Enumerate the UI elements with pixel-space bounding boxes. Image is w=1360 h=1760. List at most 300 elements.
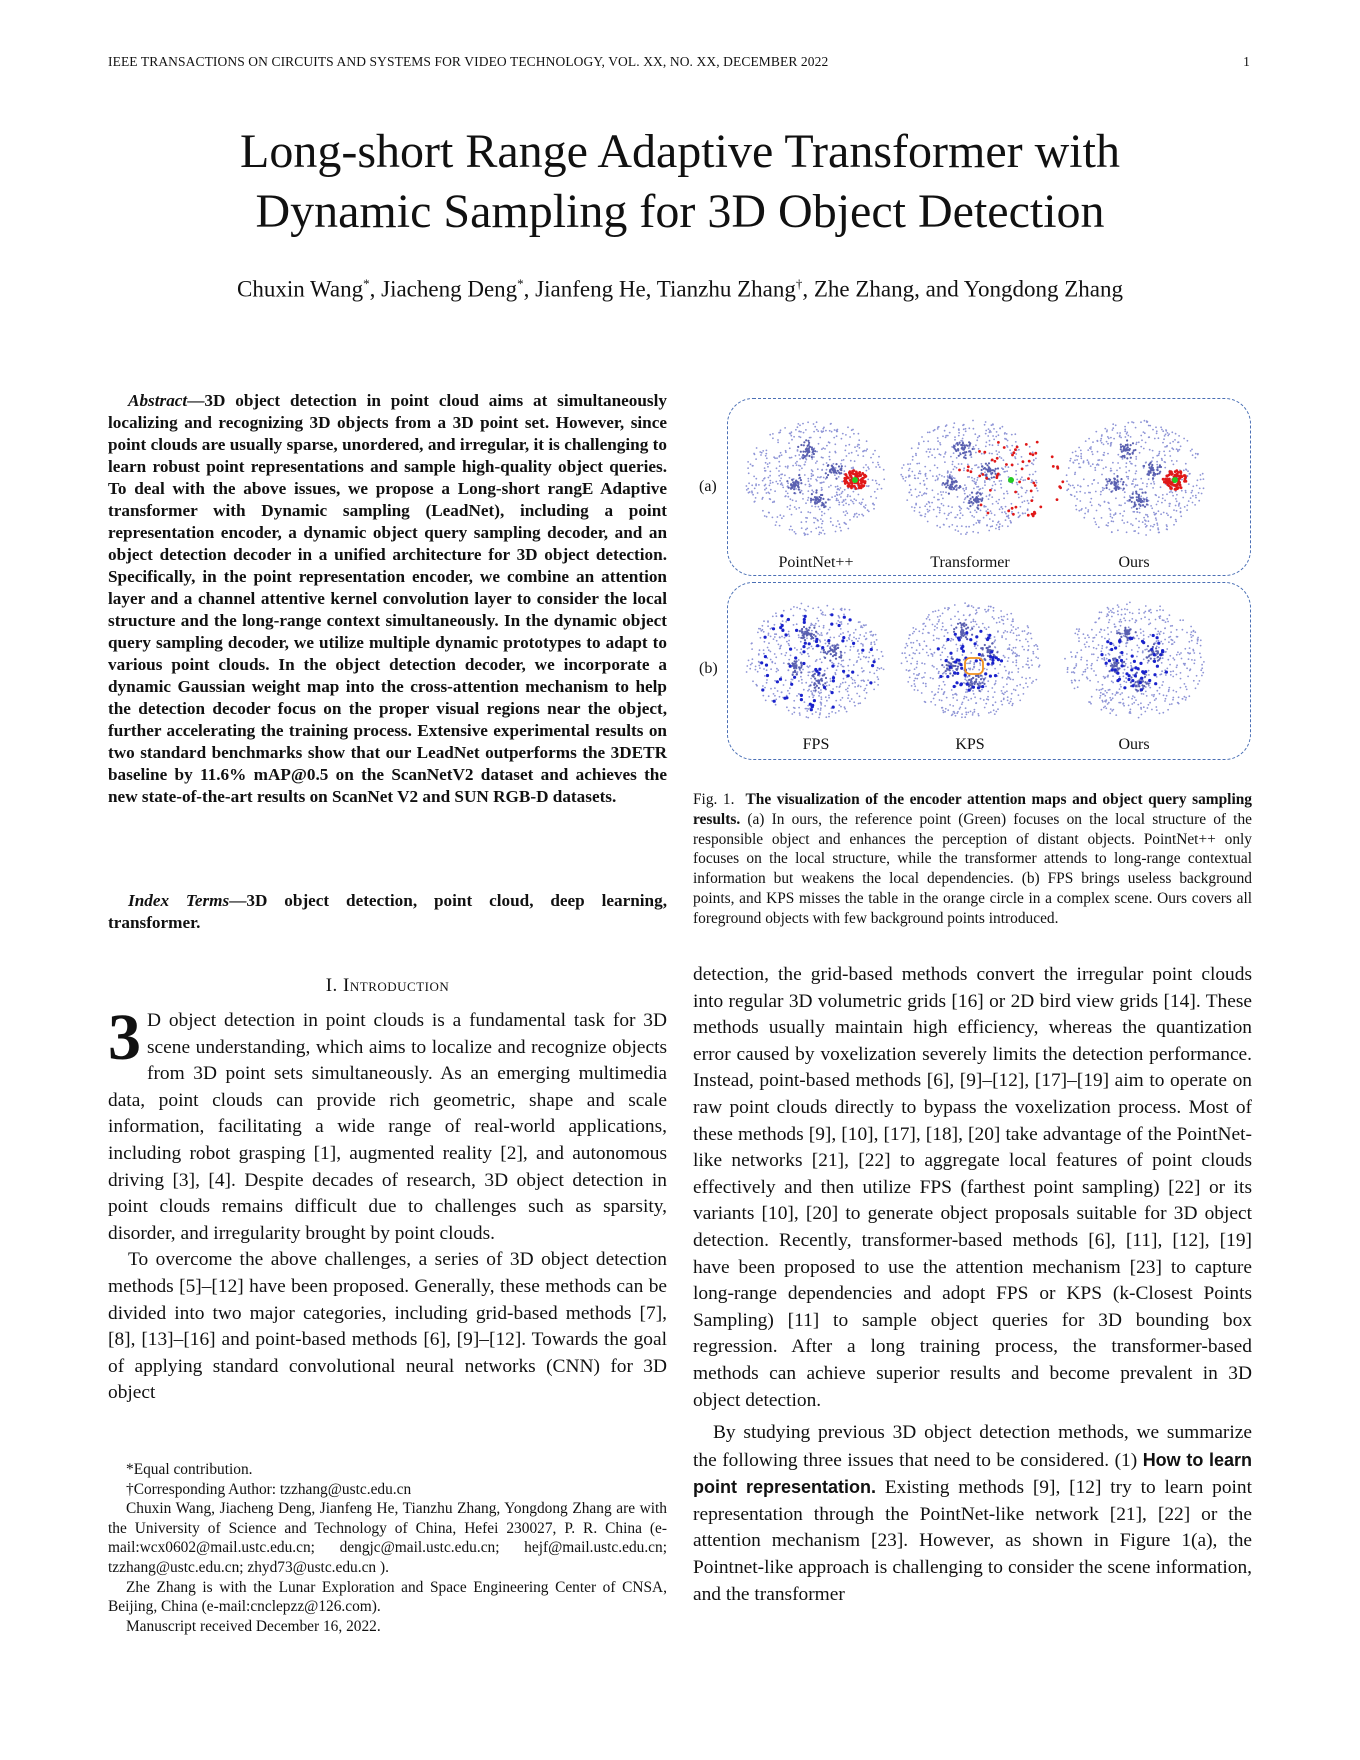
object-point [795,484,797,486]
cloud-point [1106,616,1108,618]
cloud-point [1194,659,1196,661]
cloud-point [1178,505,1180,507]
cloud-point [860,503,862,505]
object-point [969,442,971,444]
cloud-point [901,652,903,654]
cloud-point [963,488,965,490]
cloud-point [1004,666,1006,668]
cloud-point [995,450,997,452]
cloud-point [1136,442,1138,444]
cloud-point [912,633,914,635]
cloud-point [854,513,856,515]
cloud-point [913,642,915,644]
cloud-point [798,436,800,438]
cloud-point [777,483,779,485]
cloud-point [827,668,829,670]
cloud-point [916,678,918,680]
cloud-point [1110,509,1112,511]
object-point [825,472,827,474]
cloud-point [769,475,771,477]
object-point [1148,466,1150,468]
cloud-point [1088,637,1090,639]
sampled-point [1110,648,1113,651]
cloud-point [1001,704,1003,706]
cloud-point [807,717,809,719]
object-point [950,486,952,488]
object-point [1157,466,1159,468]
cloud-point [950,471,952,473]
cloud-point [1027,660,1029,662]
object-point [1152,651,1154,653]
cloud-point [847,426,849,428]
cloud-point [1006,614,1008,616]
cloud-point [1015,689,1017,691]
cloud-point [785,679,787,681]
cloud-point [1184,664,1186,666]
cloud-point [810,678,812,680]
cloud-point [1120,694,1122,696]
cloud-point [773,456,775,458]
cloud-point [955,529,957,531]
cloud-point [1199,680,1201,682]
abstract-text: —3D object detection in point cloud aims at simultaneously localizing and recognizing 3D objects from a 3D point set. However, since point clouds are usually sparse, unordered, and irregular, it is challenging to learn robust point representations and sample high-quality object queries. To deal with the above issues, we propose a Long-short rangE Adaptive transformer with Dynamic sampling (LeadNet), including a point representation encoder, a dynamic object query sampling decoder, and an object detection decoder in a unified architecture for 3D object detection. Specifically, in the point representation encoder, we combine an attention layer and a channel attentive kernel convolution layer to consider the local structure and the long-range context simultaneously. In the dynamic object query sampling decoder, we utilize multiple dynamic prototypes to adapt to various point clouds. In the object detection decoder, we incorporate a dynamic Gaussian weight map into the cross-attention mechanism to help the detection decoder focus on the proper visual regions near the object, further accelerating the training process. Extensive experimental results on two standard benchmarks show that our LeadNet outperforms the 3DETR baseline by 11.6% mAP@0.5 on the ScanNetV2 dataset and achieves the new state-of-the-art results on ScanNet V2 and SUN RGB-D datasets. [108,391,667,806]
cloud-point [813,456,815,458]
cloud-point [993,481,995,483]
cloud-point [1006,516,1008,518]
cloud-point [1067,671,1069,673]
cloud-point [977,437,979,439]
author-2: Jiacheng Deng [381,276,518,302]
attention-point [958,469,961,472]
cloud-point [781,692,783,694]
object-point [803,444,805,446]
cloud-point [1103,658,1105,660]
cloud-point [1131,463,1133,465]
sampled-point [969,638,972,641]
cloud-point [1116,630,1118,632]
object-point [1143,498,1145,500]
cloud-point [964,484,966,486]
cloud-point [811,473,813,475]
cloud-point [1164,446,1166,448]
cloud-point [1176,510,1178,512]
cloud-point [804,701,806,703]
object-point [1118,488,1120,490]
cloud-point [1074,680,1076,682]
cloud-point [967,464,969,466]
cloud-point [1169,704,1171,706]
cloud-point [1158,453,1160,455]
cloud-point [1120,686,1122,688]
cloud-point [770,482,772,484]
cloud-point [746,665,748,667]
caption-rest: (a) In ours, the reference point (Green) focuses on the local structure of the responsible object and enhances the perception of distant objects. PointNet++ only focuses on the local structure, while the transformer attends to long-range contextual information but weakens the local dependencies. (b) FPS brings useless background points, and KPS misses the table in the orange circle in a complex scene. Ours covers all foreground objects with few background points introduced. [693,810,1252,927]
cloud-point [1141,714,1143,716]
object-point [827,464,829,466]
sampled-point [1133,660,1136,663]
cloud-point [1125,645,1127,647]
cloud-point [1199,488,1201,490]
attention-point [1016,446,1019,449]
cloud-point [951,524,953,526]
cloud-point [974,433,976,435]
cloud-point [935,610,937,612]
cloud-point [1143,638,1145,640]
cloud-point [988,498,990,500]
sampled-point [1116,679,1119,682]
cloud-point [991,496,993,498]
cloud-point [1170,674,1172,676]
cloud-point [1076,509,1078,511]
cloud-point [947,709,949,711]
cloud-point [901,467,903,469]
cloud-point [1109,697,1111,699]
cloud-point [775,612,777,614]
cloud-point [838,691,840,693]
cloud-point [908,638,910,640]
object-point [965,451,967,453]
object-point [800,482,802,484]
cloud-point [976,486,978,488]
object-point [1148,655,1150,657]
cloud-point [756,447,758,449]
cloud-point [1067,488,1069,490]
cloud-point [1074,473,1076,475]
cloud-point [826,605,828,607]
cloud-point [828,486,830,488]
object-point [1130,676,1132,678]
cloud-point [1192,485,1194,487]
object-point [1120,448,1122,450]
cloud-point [1140,618,1142,620]
sampled-point [852,642,855,645]
cloud-point [1107,703,1109,705]
cloud-point [760,637,762,639]
cloud-point [746,671,748,673]
cloud-point [1180,652,1182,654]
object-point [1132,452,1134,454]
cloud-point [938,619,940,621]
cloud-point [764,675,766,677]
cloud-point [928,456,930,458]
cloud-point [1150,612,1152,614]
cloud-point [1155,517,1157,519]
cloud-point [815,711,817,713]
cloud-point [1018,694,1020,696]
sampled-point [810,708,813,711]
cloud-point [943,712,945,714]
attention-point [853,485,856,488]
object-point [832,469,834,471]
cloud-point [905,657,907,659]
cloud-point [1087,667,1089,669]
cloud-point [853,433,855,435]
cloud-point [927,521,929,523]
cloud-point [1108,689,1110,691]
object-point [988,468,990,470]
cloud-point [1098,464,1100,466]
cloud-point [932,624,934,626]
cloud-point [1137,651,1139,653]
object-point [941,664,943,666]
cloud-point [819,437,821,439]
cloud-point [1102,684,1104,686]
object-point [1110,491,1112,493]
cloud-point [1011,621,1013,623]
cloud-point [994,668,996,670]
object-point [1137,500,1139,502]
cloud-point [1184,683,1186,685]
sampled-point [813,699,816,702]
cloud-point [941,503,943,505]
cloud-point [915,453,917,455]
cloud-point [955,644,957,646]
cloud-point [992,616,994,618]
cloud-point [805,484,807,486]
cloud-point [798,507,800,509]
cloud-point [959,708,961,710]
cloud-point [1117,529,1119,531]
cloud-point [1076,628,1078,630]
cloud-point [1162,657,1164,659]
cloud-point [881,667,883,669]
cloud-point [1011,434,1013,436]
cloud-point [1166,695,1168,697]
sampled-point [821,646,824,649]
attention-point [982,473,985,476]
attention-point [1003,446,1006,449]
cloud-point [865,632,867,634]
cloud-point [818,695,820,697]
sampled-point [773,700,776,703]
cloud-point [1100,689,1102,691]
cloud-point [940,491,942,493]
cloud-point [1162,494,1164,496]
cloud-point [774,663,776,665]
cloud-point [911,471,913,473]
cloud-point [933,430,935,432]
cloud-point [846,640,848,642]
cloud-point [810,624,812,626]
cloud-point [1105,466,1107,468]
cloud-point [982,623,984,625]
cloud-point [1085,440,1087,442]
sampled-point [945,659,948,662]
attention-point [860,487,863,490]
cloud-point [1197,640,1199,642]
cloud-point [796,607,798,609]
cloud-point [789,529,791,531]
sampled-point [802,645,805,648]
cloud-point [991,687,993,689]
object-point [981,500,983,502]
cloud-point [977,645,979,647]
cloud-point [1159,605,1161,607]
sampled-point [954,660,957,663]
cloud-point [818,534,820,536]
cloud-point [765,455,767,457]
label-kps: KPS [955,736,985,753]
cloud-point [1118,504,1120,506]
cloud-point [1165,674,1167,676]
cloud-point [1155,706,1157,708]
object-point [974,681,976,683]
cloud-point [1029,446,1031,448]
cloud-point [1077,634,1079,636]
footnote-received: Manuscript received December 16, 2022. [126,1617,381,1635]
cloud-point [1171,460,1173,462]
cloud-point [769,493,771,495]
cloud-point [976,479,978,481]
object-point [965,636,967,638]
cloud-point [1015,655,1017,657]
cloud-point [1077,686,1079,688]
cloud-point [1036,482,1038,484]
cloud-point [914,683,916,685]
cloud-point [1175,521,1177,523]
object-point [802,457,804,459]
object-point [1124,446,1126,448]
cloud-point [794,707,796,709]
cloud-point [1086,664,1088,666]
cloud-point [988,606,990,608]
cloud-point [1011,671,1013,673]
cloud-point [1200,656,1202,658]
object-point [835,478,837,480]
cloud-point [843,511,845,513]
cloud-point [770,668,772,670]
cloud-point [853,491,855,493]
cloud-point [789,505,791,507]
cloud-point [1025,492,1027,494]
cloud-point [1120,505,1122,507]
object-point [983,678,985,680]
cloud-point [836,498,838,500]
cloud-point [756,685,758,687]
cloud-point [987,435,989,437]
object-point [976,496,978,498]
cloud-point [782,484,784,486]
cloud-point [1001,467,1003,469]
cloud-point [1119,513,1121,515]
sampled-point [765,664,768,667]
cloud-point [926,652,928,654]
cloud-point [1010,631,1012,633]
cloud-point [831,662,833,664]
cloud-point [764,687,766,689]
cloud-point [1111,531,1113,533]
cloud-point [929,506,931,508]
cloud-point [867,679,869,681]
cloud-point [753,476,755,478]
cloud-point [849,659,851,661]
cloud-point [967,712,969,714]
cloud-point [828,716,830,718]
cloud-point [1165,621,1167,623]
cloud-point [954,712,956,714]
sampled-point [832,706,835,709]
cloud-point [1032,496,1034,498]
cloud-point [791,529,793,531]
sampled-point [804,615,807,618]
cloud-point [1164,461,1166,463]
cloud-point [769,480,771,482]
sampled-point [803,621,806,624]
cloud-point [1093,518,1095,520]
object-point [1147,645,1149,647]
cloud-point [802,423,804,425]
cloud-point [1197,683,1199,685]
author-1-mark: * [363,276,370,291]
cloud-point [1143,467,1145,469]
cloud-point [1000,487,1002,489]
cloud-point [987,691,989,693]
cloud-point [1159,687,1161,689]
cloud-point [951,506,953,508]
cloud-point [1196,643,1198,645]
cloud-point [762,450,764,452]
cloud-point [748,482,750,484]
cloud-point [1071,656,1073,658]
sampled-point [869,681,872,684]
cloud-point [862,671,864,673]
cloud-point [1080,453,1082,455]
object-point [832,649,834,651]
cloud-point [831,711,833,713]
cloud-point [811,646,813,648]
sampled-point [803,618,806,621]
attention-point [1172,484,1175,487]
cloud-point [789,687,791,689]
cloud-point [936,525,938,527]
cloud-point [908,470,910,472]
cloud-point [840,487,842,489]
cloud-point [1076,459,1078,461]
cloud-point [922,633,924,635]
cloud-point [975,444,977,446]
cloud-point [1145,520,1147,522]
cloud-point [1028,645,1030,647]
object-point [800,662,802,664]
cloud-point [1003,493,1005,495]
cloud-point [787,465,789,467]
cloud-point [1176,460,1178,462]
cloud-point [1091,451,1093,453]
sampled-point [1156,636,1159,639]
object-point [1115,664,1117,666]
cloud-point [816,421,818,423]
cloud-point [1112,521,1114,523]
cloud-point [1080,659,1082,661]
object-point [991,477,993,479]
cloud-point [1144,649,1146,651]
cloud-point [1005,513,1007,515]
object-point [835,658,837,660]
sampled-point [1152,634,1155,637]
cloud-point [1111,680,1113,682]
cloud-point [826,462,828,464]
cloud-point [938,638,940,640]
cloud-point [779,648,781,650]
cloud-point [959,510,961,512]
object-point [1159,657,1161,659]
object-point [1158,472,1160,474]
cloud-point [847,631,849,633]
cloud-point [1188,483,1190,485]
cloud-point [1135,473,1137,475]
cloud-point [1176,494,1178,496]
object-point [791,479,793,481]
